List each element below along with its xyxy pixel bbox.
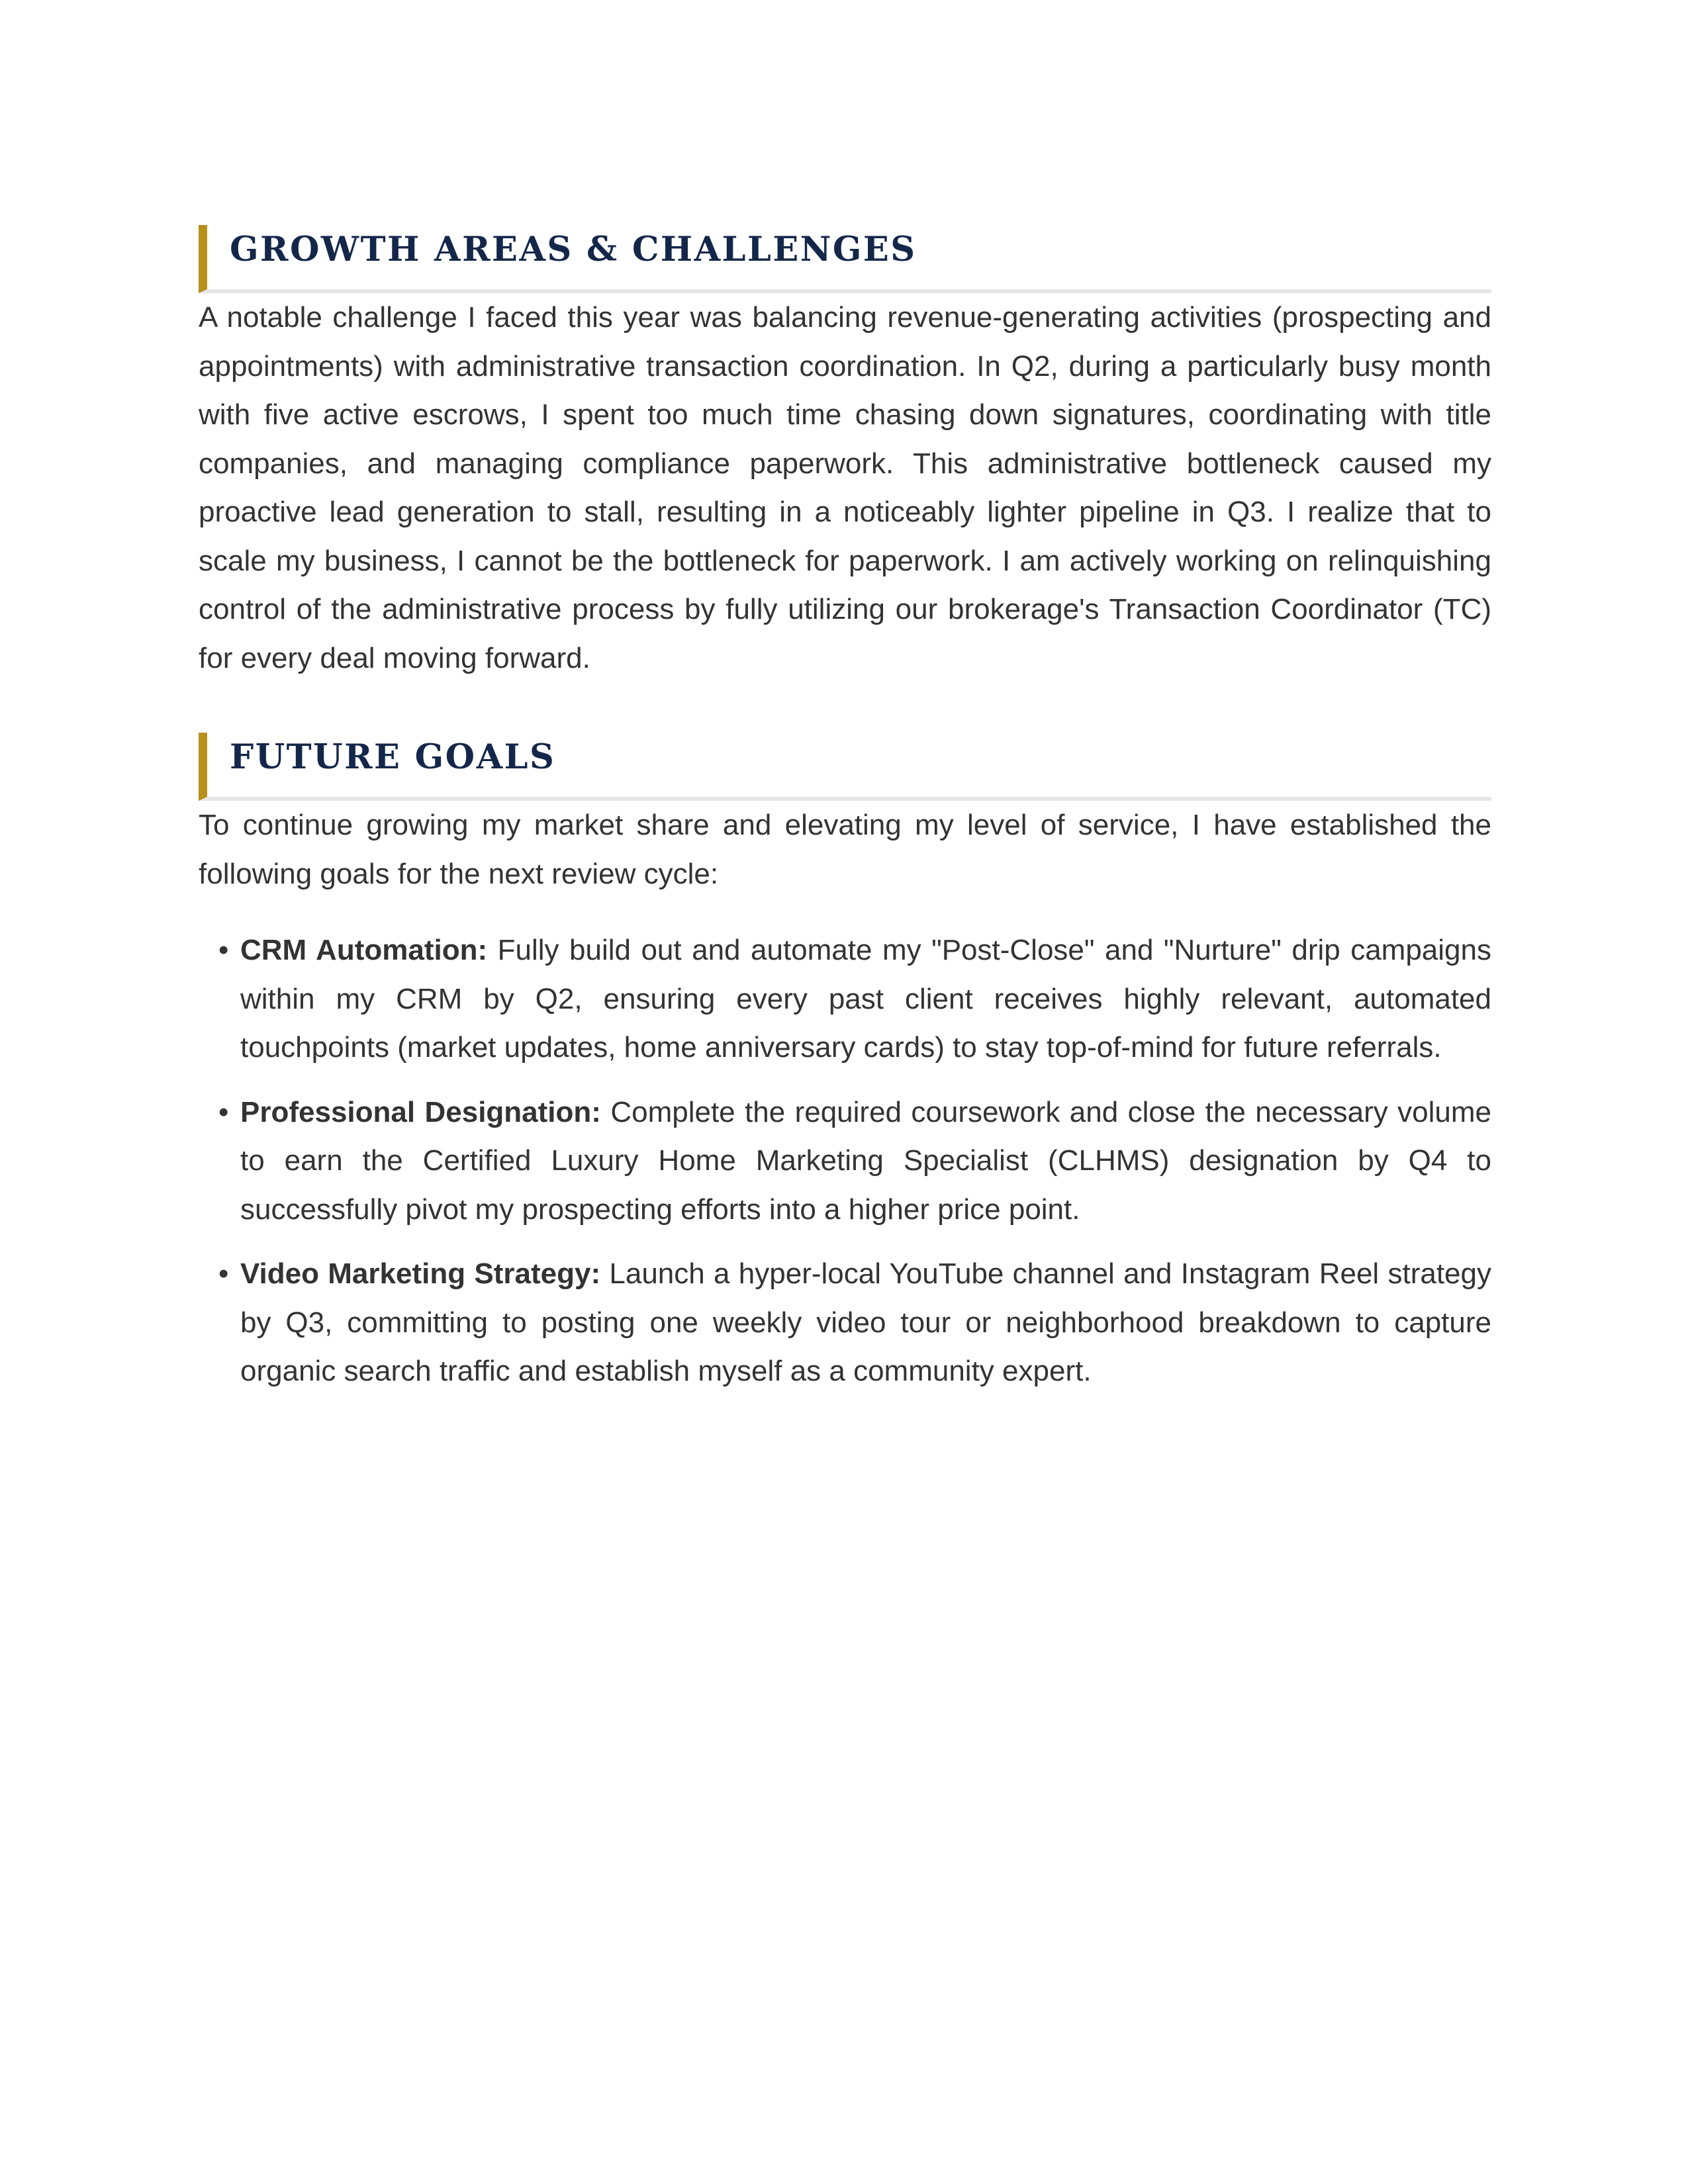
goal-title: Video Marketing Strategy: <box>240 1257 601 1290</box>
list-item <box>199 926 1491 1072</box>
goal-title: Professional Designation: <box>240 1095 601 1128</box>
goal-title: CRM Automation: <box>240 934 488 966</box>
growth-paragraph: A notable challenge I faced this year was balancing revenue-generating activities (prospecting and appointments) with administrative transaction coordination. In Q2, during a particularly busy month with five active escrows, I spent too much time chasing down signatures, coordinating with title companies, and managing compliance paperwork. This administrative bottleneck caused my proactive lead generation to stall, resulting in a noticeably lighter pipeline in Q3. I realize that to scale my business, I cannot be the bottleneck for paperwork. I am actively working on relinquishing control of the administrative process by fully utilizing our brokerage's Transaction Coordinator (TC) for every deal moving forward. <box>199 301 1491 674</box>
goal-text: Fully build out and automate my "Post-Close" and "Nurture" drip campaigns within my CRM by Q2, ensuring every past client receives highly relevant, automated touchpoints (market updates, home anniversary cards) to stay top-of-mind for future referrals. <box>240 934 1491 1064</box>
section-header-future <box>199 733 1491 801</box>
future-intro: To continue growing my market share and elevating my level of service, I have established the following goals for the next review cycle: <box>199 809 1491 890</box>
section-title-growth: GROWTH AREAS & CHALLENGES <box>230 230 917 269</box>
section-title-future: FUTURE GOALS <box>230 737 556 777</box>
list-item <box>199 1250 1491 1396</box>
bullet-icon: • <box>218 1257 229 1290</box>
goal-text: Complete the required coursework and close the necessary volume to earn the Certified Luxury Home Marketing Specialist (CLHMS) designation by Q4 to successfully pivot my prospecting efforts into a higher price point. <box>240 1095 1491 1226</box>
list-item <box>199 1088 1491 1234</box>
goals-list <box>199 926 1491 1396</box>
bullet-icon: • <box>218 934 229 966</box>
document-page <box>199 225 1491 1412</box>
goal-text: Launch a hyper-local YouTube channel and Instagram Reel strategy by Q3, committing to posting one weekly video tour or neighborhood breakdown to capture organic search traffic and establish myself as a community expert. <box>240 1257 1491 1387</box>
section-header-growth <box>199 225 1491 293</box>
bullet-icon: • <box>218 1095 229 1128</box>
